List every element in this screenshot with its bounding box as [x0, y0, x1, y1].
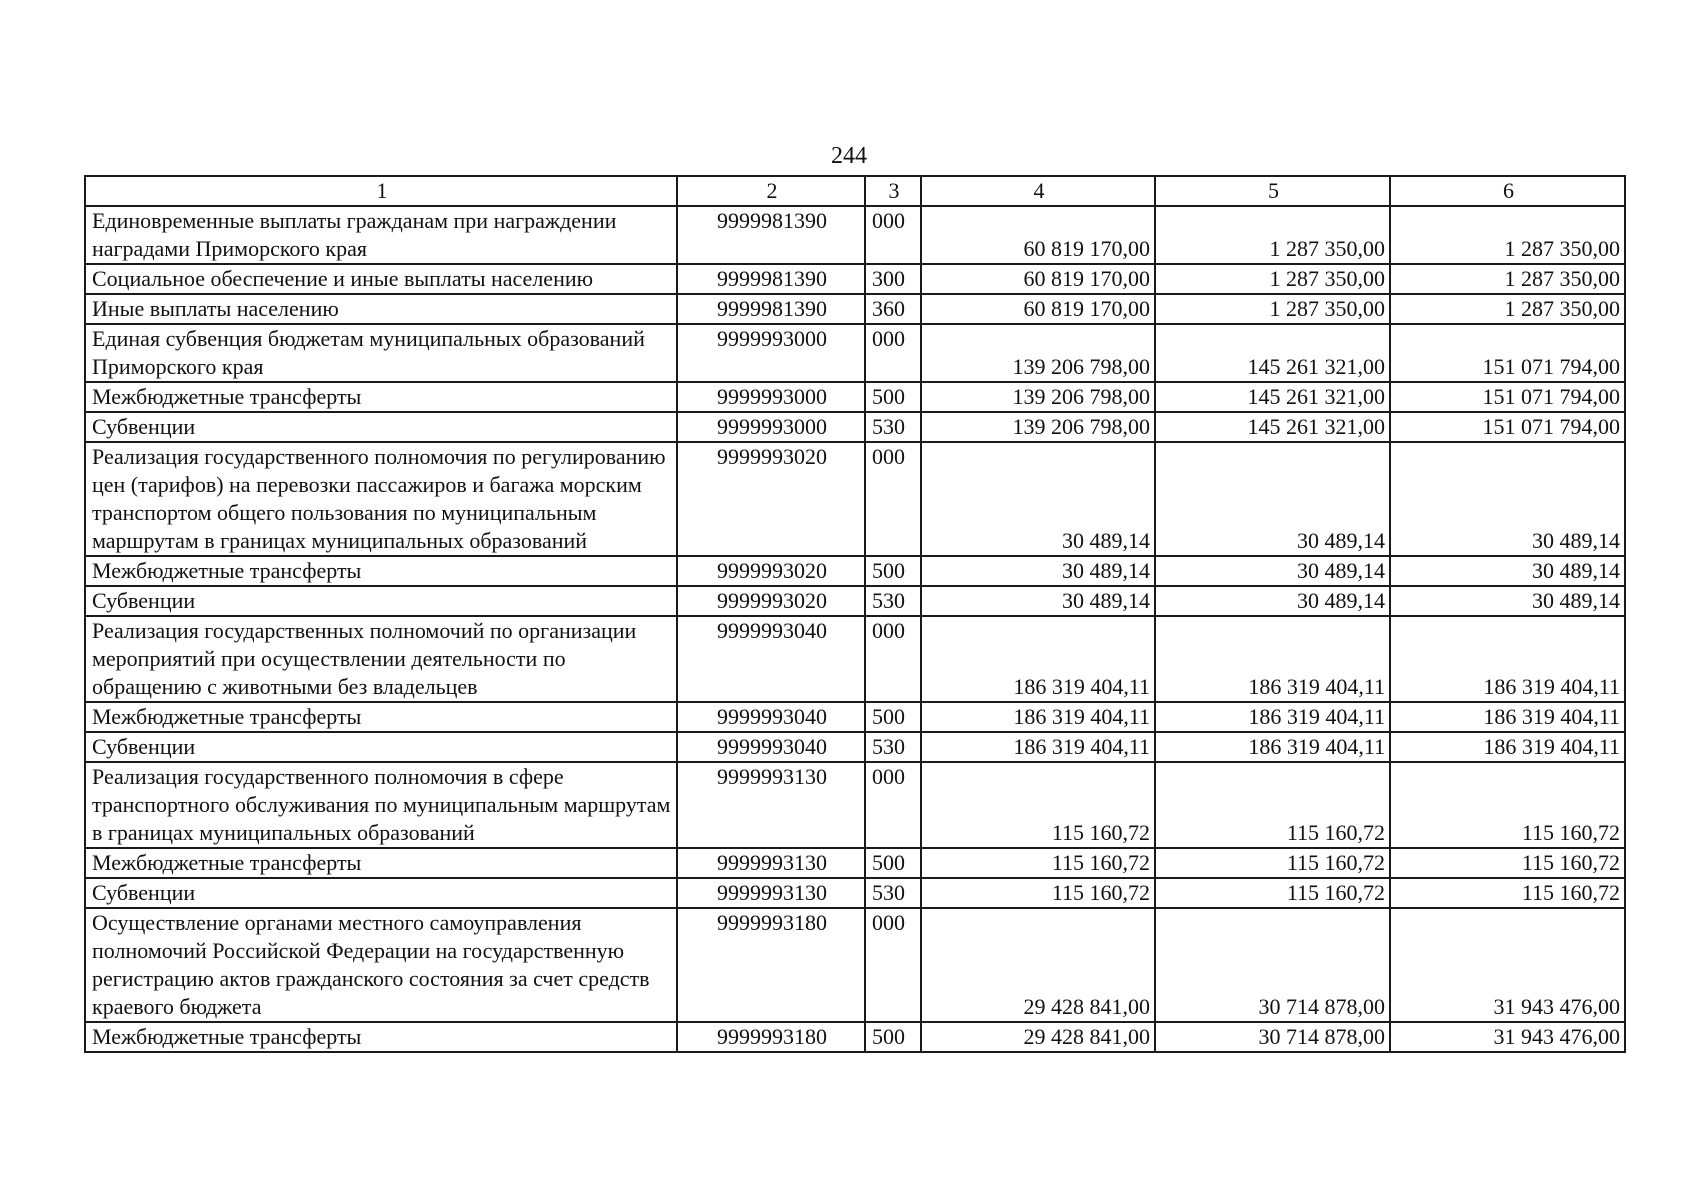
expense-type-code: 530 [865, 878, 921, 908]
amount-year-1: 30 489,14 [921, 586, 1155, 616]
target-article-code: 9999993000 [677, 324, 865, 382]
amount-year-2: 1 287 350,00 [1155, 206, 1390, 264]
amount-year-3: 186 319 404,11 [1390, 616, 1625, 702]
table-row [85, 702, 1625, 732]
expense-type-code: 000 [865, 762, 921, 848]
table-row [85, 762, 1625, 848]
amount-year-2: 145 261 321,00 [1155, 324, 1390, 382]
target-article-code: 9999993130 [677, 878, 865, 908]
expense-type-code: 530 [865, 732, 921, 762]
page-number: 244 [831, 143, 867, 169]
target-article-code: 9999993000 [677, 382, 865, 412]
table-row [85, 382, 1625, 412]
amount-year-2: 30 714 878,00 [1155, 908, 1390, 1022]
amount-year-2: 30 489,14 [1155, 556, 1390, 586]
table-body [85, 206, 1625, 1052]
amount-year-1: 186 319 404,11 [921, 702, 1155, 732]
table-row [85, 556, 1625, 586]
amount-year-2: 186 319 404,11 [1155, 702, 1390, 732]
amount-year-1: 115 160,72 [921, 762, 1155, 848]
expense-type-code: 000 [865, 324, 921, 382]
amount-year-3: 30 489,14 [1390, 586, 1625, 616]
amount-year-2: 30 489,14 [1155, 442, 1390, 556]
expense-type-code: 500 [865, 556, 921, 586]
row-name: Единая субвенция бюджетам муниципальных образований Приморского края [85, 324, 677, 382]
amount-year-1: 139 206 798,00 [921, 382, 1155, 412]
amount-year-3: 151 071 794,00 [1390, 324, 1625, 382]
amount-year-1: 139 206 798,00 [921, 412, 1155, 442]
amount-year-1: 29 428 841,00 [921, 1022, 1155, 1052]
row-name: Межбюджетные трансферты [85, 382, 677, 412]
amount-year-1: 29 428 841,00 [921, 908, 1155, 1022]
expense-type-code: 500 [865, 1022, 921, 1052]
amount-year-2: 145 261 321,00 [1155, 412, 1390, 442]
column-header: 5 [1155, 176, 1390, 206]
amount-year-2: 1 287 350,00 [1155, 294, 1390, 324]
amount-year-2: 115 160,72 [1155, 878, 1390, 908]
target-article-code: 9999993040 [677, 616, 865, 702]
row-name: Субвенции [85, 412, 677, 442]
column-header: 4 [921, 176, 1155, 206]
row-name: Межбюджетные трансферты [85, 848, 677, 878]
row-name: Межбюджетные трансферты [85, 702, 677, 732]
amount-year-1: 186 319 404,11 [921, 732, 1155, 762]
row-name: Осуществление органами местного самоуправления полномочий Российской Федерации на государственную регистрацию актов гражданского состояния за счет средств краевого бюджета [85, 908, 677, 1022]
amount-year-1: 60 819 170,00 [921, 264, 1155, 294]
target-article-code: 9999993000 [677, 412, 865, 442]
target-article-code: 9999993040 [677, 702, 865, 732]
amount-year-3: 30 489,14 [1390, 556, 1625, 586]
amount-year-2: 115 160,72 [1155, 762, 1390, 848]
amount-year-2: 30 489,14 [1155, 586, 1390, 616]
amount-year-2: 30 714 878,00 [1155, 1022, 1390, 1052]
target-article-code: 9999993130 [677, 762, 865, 848]
table-row [85, 732, 1625, 762]
target-article-code: 9999993020 [677, 442, 865, 556]
amount-year-3: 115 160,72 [1390, 848, 1625, 878]
table-row [85, 294, 1625, 324]
expense-type-code: 530 [865, 586, 921, 616]
amount-year-2: 186 319 404,11 [1155, 732, 1390, 762]
target-article-code: 9999993020 [677, 586, 865, 616]
table-row [85, 878, 1625, 908]
column-header: 3 [865, 176, 921, 206]
row-name: Субвенции [85, 586, 677, 616]
row-name: Реализация государственного полномочия в сфере транспортного обслуживания по муниципальным маршрутам в границах муниципальных образований [85, 762, 677, 848]
table-header-row [85, 176, 1625, 206]
target-article-code: 9999993020 [677, 556, 865, 586]
table-row [85, 1022, 1625, 1052]
expense-type-code: 360 [865, 294, 921, 324]
amount-year-3: 115 160,72 [1390, 762, 1625, 848]
amount-year-3: 31 943 476,00 [1390, 1022, 1625, 1052]
table-row [85, 324, 1625, 382]
expense-type-code: 500 [865, 382, 921, 412]
row-name: Субвенции [85, 878, 677, 908]
expense-type-code: 000 [865, 616, 921, 702]
row-name: Единовременные выплаты гражданам при награждении наградами Приморского края [85, 206, 677, 264]
amount-year-3: 30 489,14 [1390, 442, 1625, 556]
expense-type-code: 000 [865, 908, 921, 1022]
target-article-code: 9999993130 [677, 848, 865, 878]
amount-year-1: 30 489,14 [921, 556, 1155, 586]
amount-year-3: 186 319 404,11 [1390, 702, 1625, 732]
amount-year-3: 31 943 476,00 [1390, 908, 1625, 1022]
table-row [85, 206, 1625, 264]
expense-type-code: 000 [865, 442, 921, 556]
target-article-code: 9999993180 [677, 908, 865, 1022]
table-row [85, 848, 1625, 878]
target-article-code: 9999981390 [677, 264, 865, 294]
expense-type-code: 500 [865, 702, 921, 732]
amount-year-3: 1 287 350,00 [1390, 294, 1625, 324]
expense-type-code: 500 [865, 848, 921, 878]
row-name: Социальное обеспечение и иные выплаты населению [85, 264, 677, 294]
amount-year-3: 115 160,72 [1390, 878, 1625, 908]
amount-year-1: 60 819 170,00 [921, 294, 1155, 324]
amount-year-3: 151 071 794,00 [1390, 382, 1625, 412]
amount-year-3: 186 319 404,11 [1390, 732, 1625, 762]
amount-year-1: 60 819 170,00 [921, 206, 1155, 264]
row-name: Субвенции [85, 732, 677, 762]
amount-year-2: 115 160,72 [1155, 848, 1390, 878]
row-name: Иные выплаты населению [85, 294, 677, 324]
target-article-code: 9999981390 [677, 294, 865, 324]
table-row [85, 264, 1625, 294]
amount-year-1: 139 206 798,00 [921, 324, 1155, 382]
amount-year-2: 1 287 350,00 [1155, 264, 1390, 294]
table-row [85, 412, 1625, 442]
table-row [85, 586, 1625, 616]
amount-year-1: 30 489,14 [921, 442, 1155, 556]
amount-year-3: 1 287 350,00 [1390, 206, 1625, 264]
target-article-code: 9999981390 [677, 206, 865, 264]
expense-type-code: 000 [865, 206, 921, 264]
amount-year-1: 115 160,72 [921, 878, 1155, 908]
row-name: Межбюджетные трансферты [85, 1022, 677, 1052]
target-article-code: 9999993040 [677, 732, 865, 762]
target-article-code: 9999993180 [677, 1022, 865, 1052]
amount-year-2: 186 319 404,11 [1155, 616, 1390, 702]
amount-year-1: 115 160,72 [921, 848, 1155, 878]
column-header: 6 [1390, 176, 1625, 206]
row-name: Реализация государственных полномочий по организации мероприятий при осуществлении деятельности по обращению с животными без владельцев [85, 616, 677, 702]
amount-year-2: 145 261 321,00 [1155, 382, 1390, 412]
table-row [85, 908, 1625, 1022]
expense-type-code: 530 [865, 412, 921, 442]
amount-year-3: 151 071 794,00 [1390, 412, 1625, 442]
amount-year-1: 186 319 404,11 [921, 616, 1155, 702]
row-name: Реализация государственного полномочия по регулированию цен (тарифов) на перевозки пассажиров и багажа морским транспортом общего пользования по муниципальным маршрутам в границах муниципальных образований [85, 442, 677, 556]
table-row [85, 616, 1625, 702]
column-header: 1 [85, 176, 677, 206]
table-row [85, 442, 1625, 556]
budget-table [84, 175, 1626, 1053]
column-header: 2 [677, 176, 865, 206]
row-name: Межбюджетные трансферты [85, 556, 677, 586]
amount-year-3: 1 287 350,00 [1390, 264, 1625, 294]
expense-type-code: 300 [865, 264, 921, 294]
